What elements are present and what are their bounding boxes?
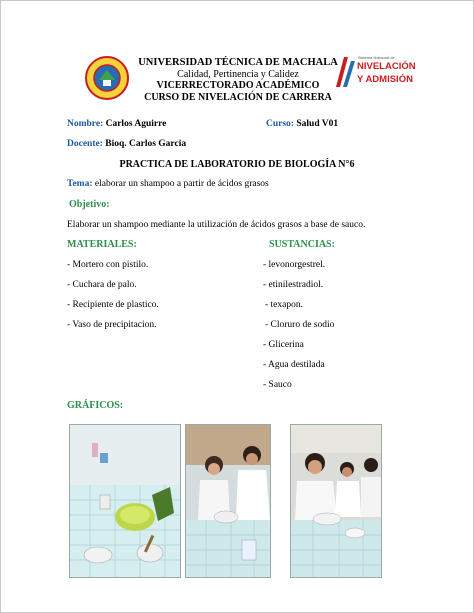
logo-small-text: Sistema Nacional de <box>358 55 395 60</box>
name-label: Nombre: <box>67 119 104 129</box>
substance-item: - Agua destilada <box>263 360 325 370</box>
arrow-mark-icon <box>334 55 356 89</box>
logo-text-line2: Y ADMISIÓN <box>357 74 413 85</box>
name-value: Carlos Aguirre <box>105 119 167 129</box>
substance-item: - Sauco <box>263 380 292 390</box>
teacher-label: Docente: <box>67 139 103 149</box>
material-item: - Vaso de precipitacion. <box>67 320 157 330</box>
substances-title: SUSTANCIAS: <box>269 239 335 250</box>
lab-photo-materials <box>69 424 181 578</box>
practice-title: PRACTICA DE LABORATORIO DE BIOLOGÍA N°6 <box>119 159 355 170</box>
lab-photo-students-1 <box>185 424 271 578</box>
objective-label: Objetivo: <box>69 199 110 210</box>
university-motto: Calidad, Pertinencia y Calidez <box>177 69 299 80</box>
substance-item: - etinilestradiol. <box>263 280 324 290</box>
lab-photo-students-2 <box>290 424 382 578</box>
material-item: - Cuchara de palo. <box>67 280 137 290</box>
material-item: - Mortero con pistilo. <box>67 260 149 270</box>
teacher-row <box>67 139 186 149</box>
course-program-title: CURSO DE NIVELACIÓN DE CARRERA <box>144 92 332 103</box>
substance-item: - levonorgestrel. <box>263 260 326 270</box>
topic-row <box>67 179 269 189</box>
objective-text: Elaborar un shampoo mediante la utilización de ácidos grasos a base de sauco. <box>67 220 366 230</box>
course-row <box>266 119 338 129</box>
substance-item: - texapon. <box>265 300 303 310</box>
topic-value: elaborar un shampoo a partir de ácidos grasos <box>94 179 269 189</box>
substance-item: - Cloruro de sodio <box>265 320 335 330</box>
materials-title: MATERIALES: <box>67 239 137 250</box>
graphics-title: GRÁFICOS: <box>67 400 124 411</box>
course-value: Salud V01 <box>296 119 339 129</box>
substance-item: - Glicerina <box>263 340 304 350</box>
course-label: Curso: <box>266 119 294 129</box>
university-seal-logo <box>85 56 129 100</box>
material-item: - Recipiente de plastico. <box>67 300 159 310</box>
logo-text-line1: NIVELACIÓN <box>357 61 416 72</box>
teacher-value: Bioq. Carlos Garcia <box>105 139 187 149</box>
topic-label: Tema: <box>67 179 93 189</box>
university-name: UNIVERSIDAD TÉCNICA DE MACHALA <box>138 57 338 68</box>
nivelacion-admision-logo <box>334 51 416 97</box>
vicerrectorado-title: VICERRECTORADO ACADÉMICO <box>156 80 320 91</box>
student-name-row <box>67 119 166 129</box>
